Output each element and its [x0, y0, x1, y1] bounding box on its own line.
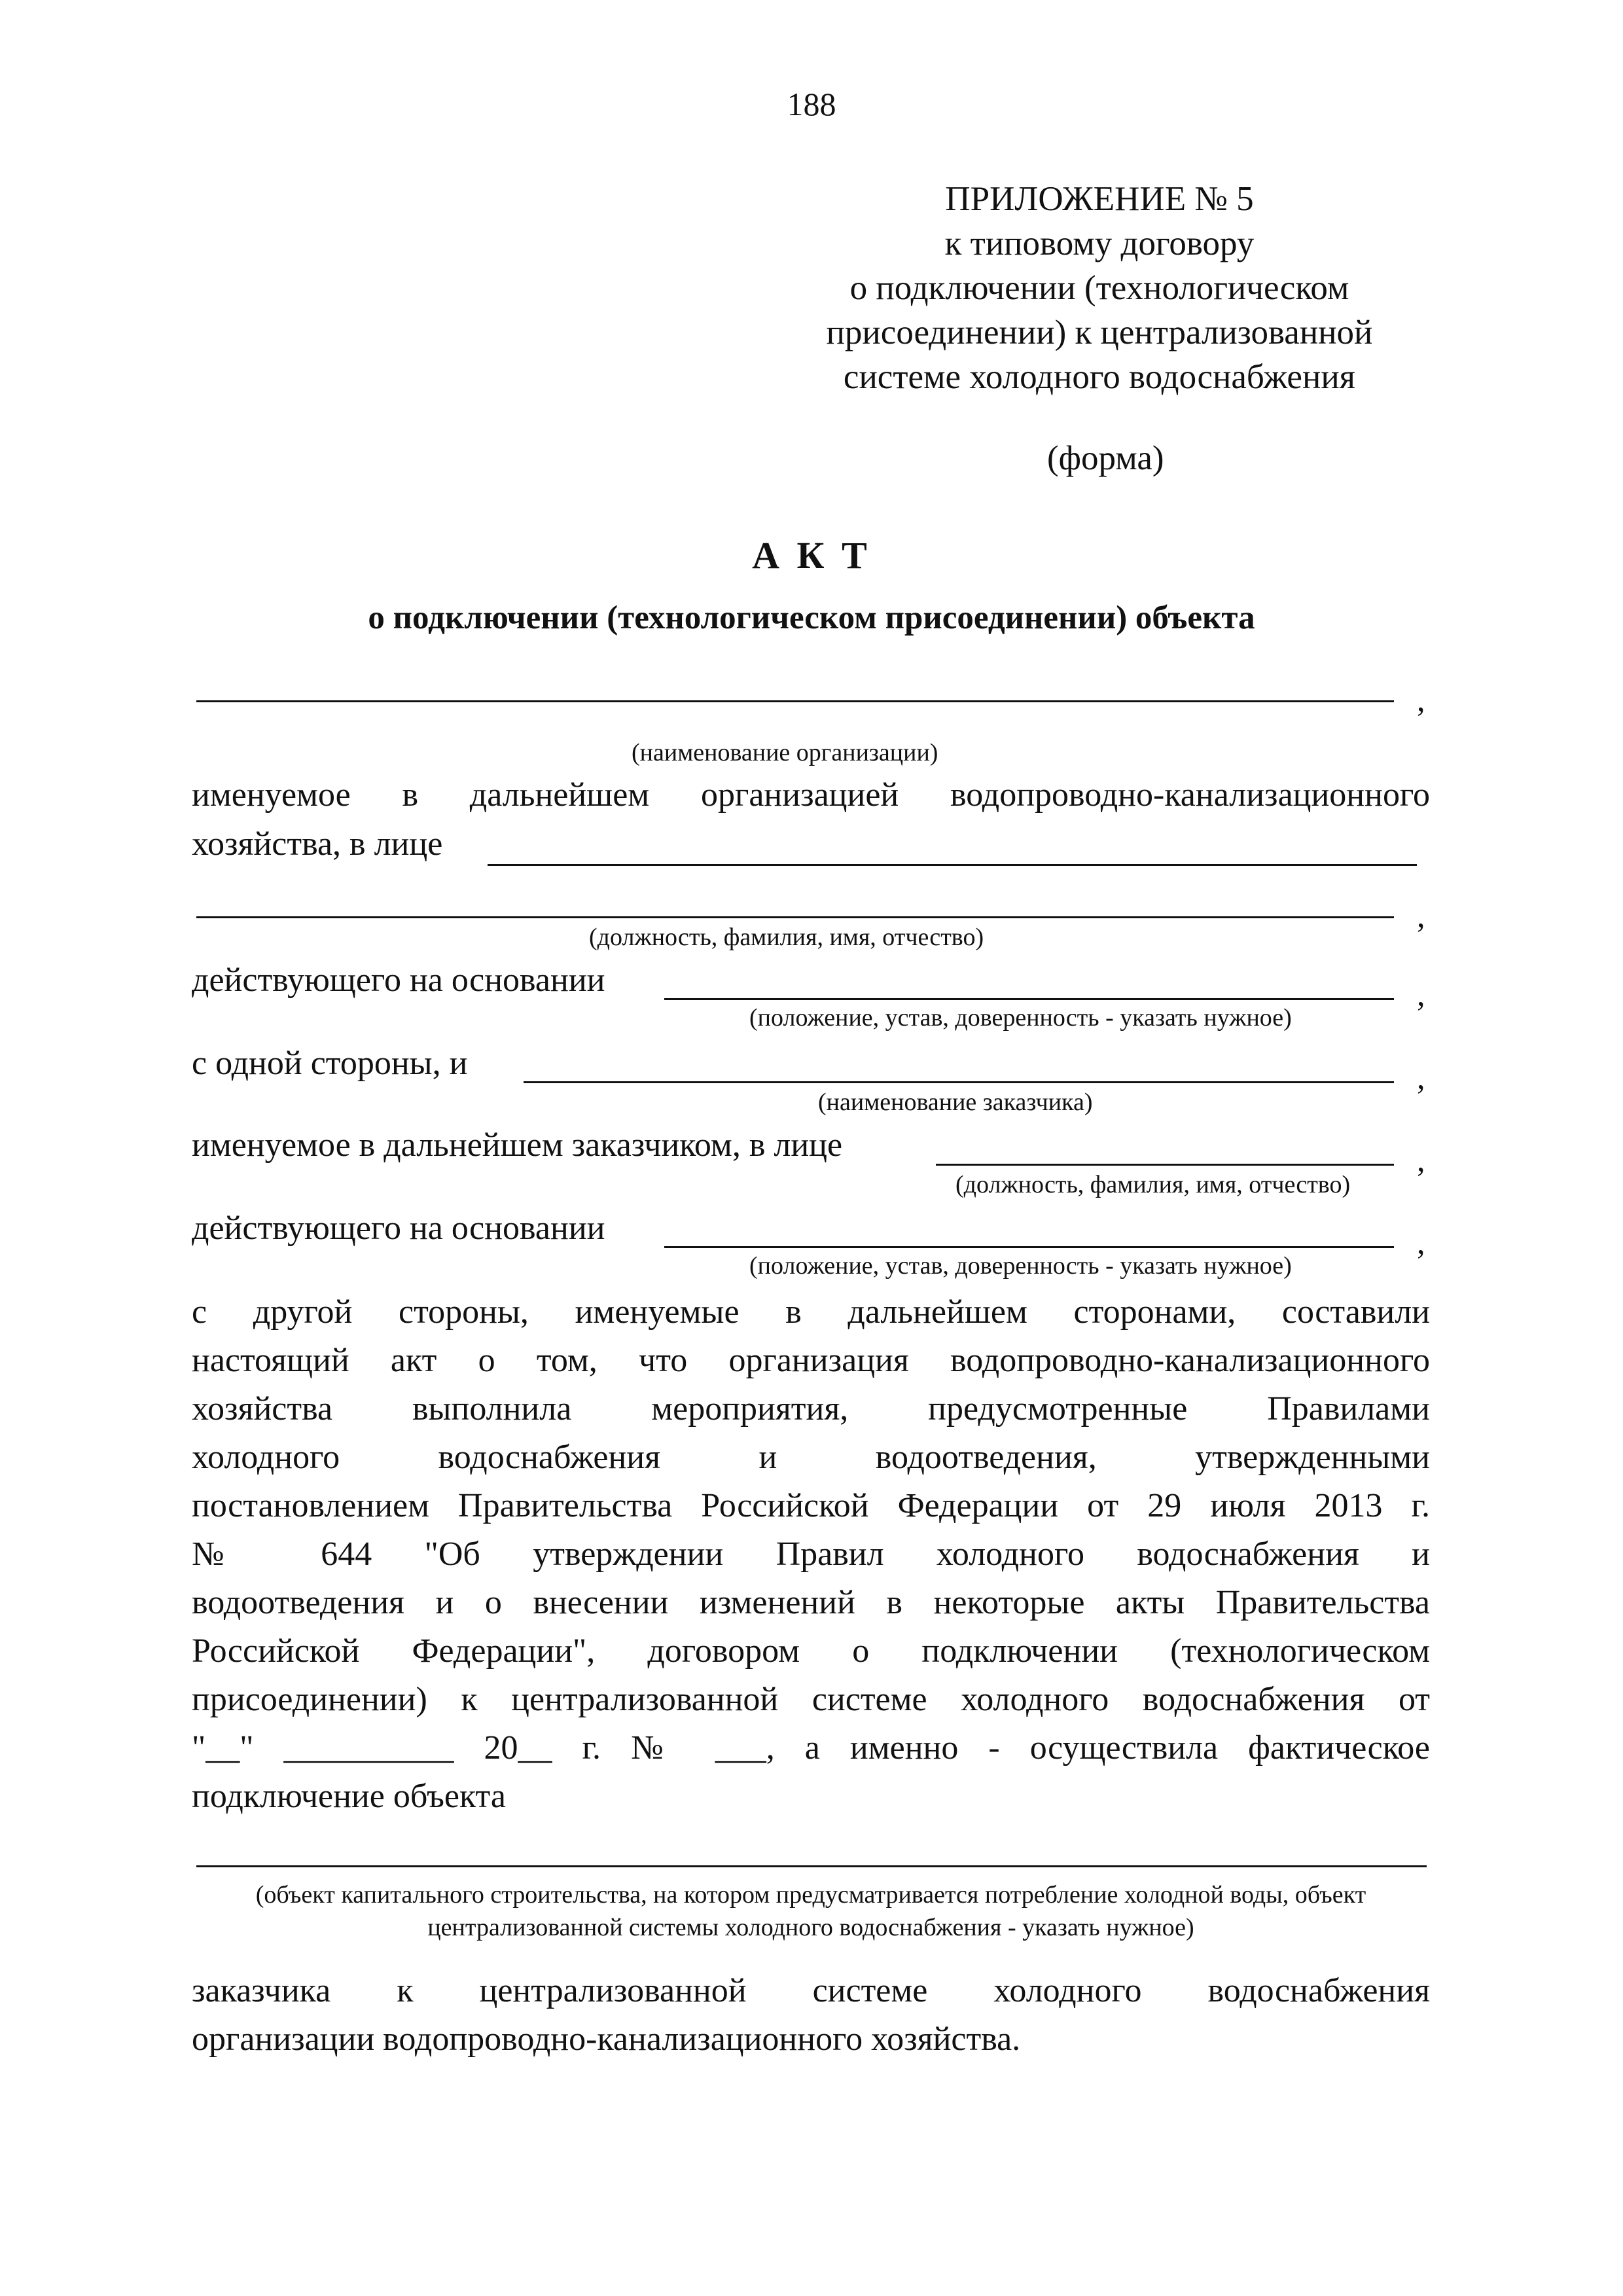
appendix-line: системе холодного водоснабжения — [843, 358, 1356, 396]
body-line: холодного водоснабжения и водоотведения, утвержденными — [192, 1439, 1430, 1476]
object-blank[interactable] — [196, 1865, 1427, 1867]
body-line: присоединении) к централизованной системе холодного водоснабжения от — [192, 1681, 1430, 1718]
caption-basis: (положение, устав, доверенность - указать нужное) — [749, 1004, 1292, 1031]
comma: , — [1417, 1141, 1425, 1178]
comma: , — [1417, 976, 1425, 1013]
position-blank[interactable] — [196, 916, 1394, 918]
page-number: 188 — [787, 86, 836, 122]
form-label: (форма) — [1047, 439, 1164, 477]
acting-basis-text: действующего на основании — [192, 961, 605, 999]
document-title: А К Т — [752, 534, 871, 577]
body-line: с другой стороны, именуемые в дальнейшем сторонами, составили — [192, 1293, 1430, 1331]
closing-line: организации водопроводно-канализационного хозяйства. — [192, 2020, 1021, 2058]
caption-org-name: (наименование организации) — [632, 739, 938, 766]
caption-customer-name: (наименование заказчика) — [818, 1088, 1093, 1116]
caption-object-line: централизованной системы холодного водоснабжения - указать нужное) — [427, 1914, 1194, 1941]
closing-line: заказчика к централизованной системе холодного водоснабжения — [192, 1972, 1430, 2009]
comma: , — [1417, 1059, 1425, 1096]
acting-basis-text-2: действующего на основании — [192, 1210, 605, 1247]
body-line: № 644 "Об утверждении Правил холодного водоснабжения и — [192, 1535, 1430, 1573]
closing-paragraph — [192, 1967, 1430, 2064]
basis-blank[interactable] — [664, 998, 1394, 1000]
caption-position-name-2: (должность, фамилия, имя, отчество) — [955, 1171, 1351, 1198]
appendix-line: к типовому договору — [944, 224, 1255, 262]
one-side-text: с одной стороны, и — [192, 1045, 468, 1082]
basis-blank-2[interactable] — [664, 1246, 1394, 1248]
caption-basis-2: (положение, устав, доверенность - указать нужное) — [749, 1252, 1292, 1280]
comma: , — [1417, 897, 1425, 934]
caption-object — [192, 1878, 1430, 1944]
appendix-header — [772, 177, 1427, 399]
body-line: подключение объекта — [192, 1778, 506, 1815]
body-line: настоящий акт о том, что организация водопроводно-канализационного — [192, 1342, 1430, 1379]
body-line: постановлением Правительства Российской Федерации от 29 июля 2013 г. — [192, 1487, 1430, 1524]
comma: , — [1417, 681, 1425, 718]
body-line: хозяйства выполнила мероприятия, предусмотренные Правилами — [192, 1390, 1430, 1427]
appendix-line: присоединении) к централизованной — [826, 314, 1373, 351]
named-org-text: именуемое в дальнейшем организацией водопроводно-канализационного — [192, 776, 1430, 814]
customer-representative-blank[interactable] — [936, 1164, 1394, 1166]
body-line: Российской Федерации", договором о подключении (технологическом — [192, 1632, 1430, 1670]
appendix-line: о подключении (технологическом — [849, 269, 1349, 307]
representative-blank[interactable] — [488, 864, 1417, 866]
caption-object-line: (объект капитального строительства, на котором предусматривается потребление холодной воды, объект — [255, 1881, 1366, 1909]
caption-position-name: (должность, фамилия, имя, отчество) — [589, 924, 984, 951]
org-name-blank[interactable] — [196, 700, 1394, 702]
in-person-text: хозяйства, в лице — [192, 825, 443, 863]
body-line: "__" __________ 20__ г. № ___, а именно - осуществила фактическое — [192, 1729, 1430, 1767]
customer-name-blank[interactable] — [524, 1081, 1394, 1083]
appendix-line: ПРИЛОЖЕНИЕ № 5 — [945, 180, 1254, 218]
named-customer-text: именуемое в дальнейшем заказчиком, в лице — [192, 1126, 843, 1164]
document-subtitle: о подключении (технологическом присоединении) объекта — [368, 600, 1255, 636]
body-paragraph — [192, 1288, 1430, 1821]
comma: , — [1417, 1224, 1425, 1261]
body-line: водоотведения и о внесении изменений в некоторые акты Правительства — [192, 1584, 1430, 1621]
